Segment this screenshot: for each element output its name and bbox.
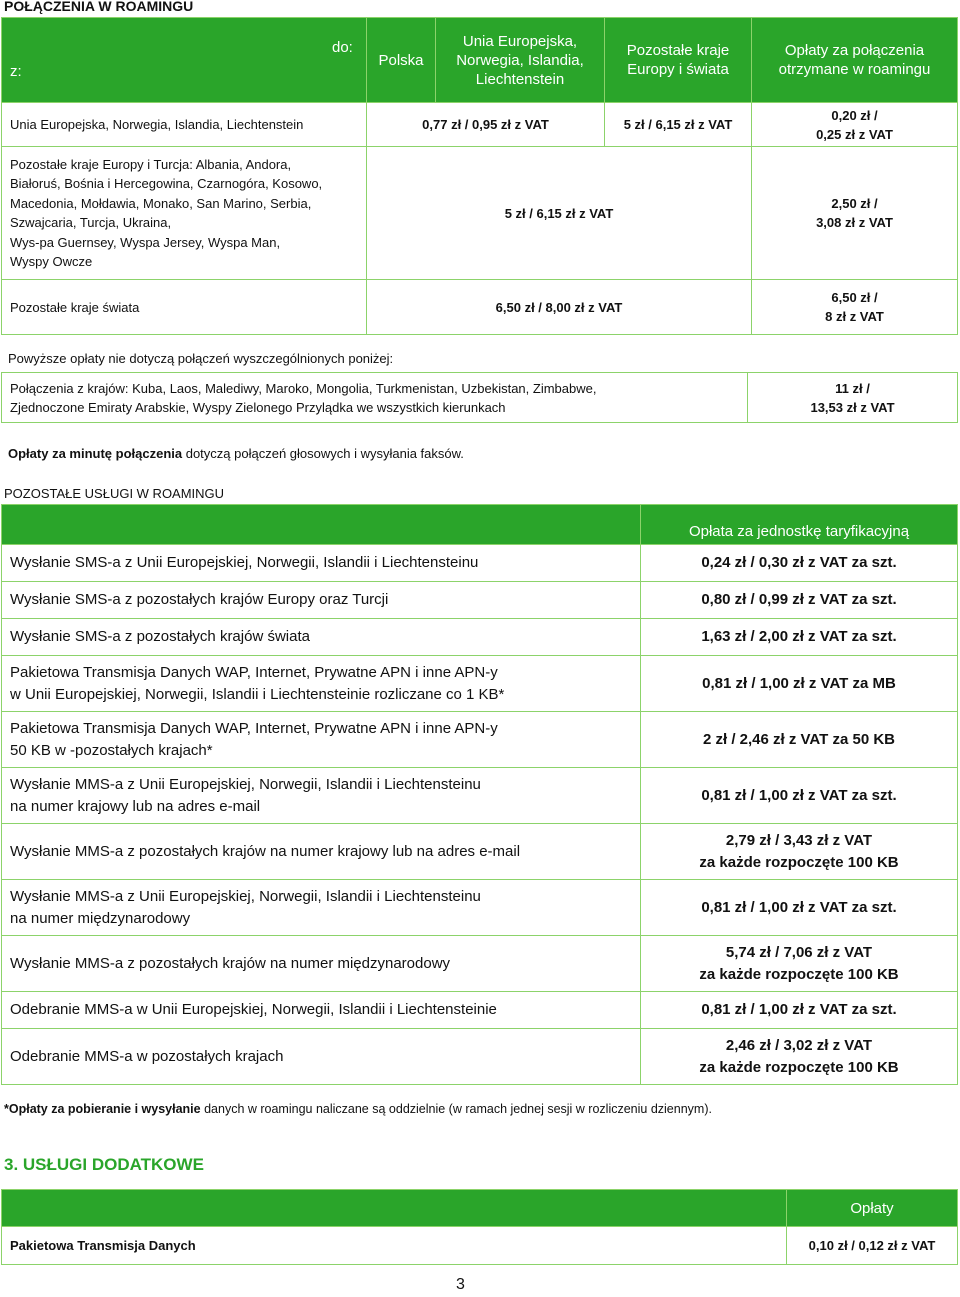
exceptions-table (1, 372, 958, 423)
col-header-received: Opłaty za połączenia otrzymane w roamingu (752, 18, 958, 103)
row-label: Unia Europejska, Norwegia, Islandia, Liechtenstein (2, 103, 367, 147)
service-price: 2,79 zł / 3,43 zł z VAT za każde rozpoczęte 100 KB (641, 824, 958, 880)
from-to-header-cell (2, 18, 367, 103)
price-cell: 5 zł / 6,15 zł z VAT (367, 147, 752, 280)
service-label: Pakietowa Transmisja Danych WAP, Internet, Prywatne APN i inne APN-y 50 KB w -pozostałych krajach* (2, 712, 641, 768)
received-price-cell: 0,20 zł / 0,25 zł z VAT (752, 103, 958, 147)
price-cell: 0,77 zł / 0,95 zł z VAT (367, 103, 605, 147)
service-price: 2,46 zł / 3,02 zł z VAT za każde rozpoczęte 100 KB (641, 1029, 958, 1085)
table-row (2, 712, 958, 768)
table-row (2, 373, 958, 423)
service-label: Pakietowa Transmisja Danych WAP, Internet, Prywatne APN i inne APN-y w Unii Europejskiej, Norwegii, Islandii i Liechtensteinie rozliczane co 1 KB* (2, 656, 641, 712)
table-row (2, 936, 958, 992)
table-row (2, 582, 958, 619)
services-table (1, 504, 958, 1085)
table-row (2, 992, 958, 1029)
service-price: 0,24 zł / 0,30 zł z VAT za szt. (641, 545, 958, 582)
table-row (2, 280, 958, 335)
extra-row-label: Pakietowa Transmisja Danych (2, 1227, 787, 1265)
table-row (2, 619, 958, 656)
page-number: 3 (456, 1276, 465, 1293)
service-price: 0,80 zł / 0,99 zł z VAT za szt. (641, 582, 958, 619)
roaming-table (1, 17, 958, 335)
service-label: Odebranie MMS-a w Unii Europejskiej, Norwegii, Islandii i Liechtensteinie (2, 992, 641, 1029)
table-row (2, 545, 958, 582)
services-footnote: *Opłaty za pobieranie i wysyłanie danych w roamingu naliczane są oddzielnie (w ramach jednej sesji w rozliczeniu dziennym). (4, 1102, 712, 1116)
table-row (2, 880, 958, 936)
price-cell: 6,50 zł / 8,00 zł z VAT (367, 280, 752, 335)
row-label: Pozostałe kraje Europy i Turcja: Albania, Andora, Białoruś, Bośnia i Hercegowina, Czarnogóra, Kosowo, Macedonia, Mołdawia, Monako, San Marino, Serbia, Szwajcaria, Turcja, Ukraina, Wys-pa Guernsey, Wyspa Jersey, Wyspa Man, Wyspy Owcze (2, 147, 367, 280)
service-price: 5,74 zł / 7,06 zł z VAT za każde rozpoczęte 100 KB (641, 936, 958, 992)
col-header-eu: Unia Europejska, Norwegia, Islandia, Liechtenstein (436, 18, 605, 103)
from-label: z: (10, 63, 22, 80)
service-price: 1,63 zł / 2,00 zł z VAT za szt. (641, 619, 958, 656)
extra-row-price: 0,10 zł / 0,12 zł z VAT (787, 1227, 958, 1265)
col-header-poland: Polska (367, 18, 436, 103)
service-price: 0,81 zł / 1,00 zł z VAT za szt. (641, 768, 958, 824)
service-price: 0,81 zł / 1,00 zł z VAT za szt. (641, 992, 958, 1029)
extra-header-price: Opłaty (787, 1190, 958, 1227)
to-label: do: (332, 39, 353, 56)
service-price: 0,81 zł / 1,00 zł z VAT za szt. (641, 880, 958, 936)
table-row (2, 1227, 958, 1265)
col-header-other: Pozostałe kraje Europy i świata (605, 18, 752, 103)
service-price: 0,81 zł / 1,00 zł z VAT za MB (641, 656, 958, 712)
service-label: Wysłanie MMS-a z Unii Europejskiej, Norwegii, Islandii i Liechtensteinu na numer międzynarodowy (2, 880, 641, 936)
exceptions-intro: Powyższe opłaty nie dotyczą połączeń wyszczególnionych poniżej: (8, 351, 394, 366)
service-label: Wysłanie SMS-a z Unii Europejskiej, Norwegii, Islandii i Liechtensteinu (2, 545, 641, 582)
service-label: Odebranie MMS-a w pozostałych krajach (2, 1029, 641, 1085)
received-price-cell: 6,50 zł / 8 zł z VAT (752, 280, 958, 335)
row-label: Pozostałe kraje świata (2, 280, 367, 335)
services-header-price: Opłata za jednostkę taryfikacyjną (641, 505, 958, 545)
roaming-section-title: POŁĄCZENIA W ROAMINGU (4, 0, 194, 14)
table-row (2, 824, 958, 880)
exception-price: 11 zł / 13,53 zł z VAT (748, 373, 958, 423)
extra-section-title: 3. USŁUGI DODATKOWE (4, 1155, 204, 1174)
table-row (2, 656, 958, 712)
table-row (2, 768, 958, 824)
minute-note: Opłaty za minutę połączenia dotyczą połączeń głosowych i wysyłania faksów. (8, 446, 464, 461)
table-row (2, 103, 958, 147)
service-label: Wysłanie SMS-a z pozostałych krajów Europy oraz Turcji (2, 582, 641, 619)
exception-label: Połączenia z krajów: Kuba, Laos, Malediwy, Maroko, Mongolia, Turkmenistan, Uzbekistan, Zimbabwe, Zjednoczone Emiraty Arabskie, Wyspy Zielonego Przylądka we wszystkich kierunkach (2, 373, 748, 423)
extra-header-blank (2, 1190, 787, 1227)
service-label: Wysłanie SMS-a z pozostałych krajów świata (2, 619, 641, 656)
received-price-cell: 2,50 zł / 3,08 zł z VAT (752, 147, 958, 280)
service-label: Wysłanie MMS-a z pozostałych krajów na numer krajowy lub na adres e-mail (2, 824, 641, 880)
service-price: 2 zł / 2,46 zł z VAT za 50 KB (641, 712, 958, 768)
service-label: Wysłanie MMS-a z Unii Europejskiej, Norwegii, Islandii i Liechtensteinu na numer krajowy lub na adres e-mail (2, 768, 641, 824)
extra-table (1, 1189, 958, 1265)
price-cell: 5 zł / 6,15 zł z VAT (605, 103, 752, 147)
table-row (2, 147, 958, 280)
services-header-blank (2, 505, 641, 545)
table-row (2, 1029, 958, 1085)
services-section-title: POZOSTAŁE USŁUGI W ROAMINGU (4, 486, 225, 501)
service-label: Wysłanie MMS-a z pozostałych krajów na numer międzynarodowy (2, 936, 641, 992)
